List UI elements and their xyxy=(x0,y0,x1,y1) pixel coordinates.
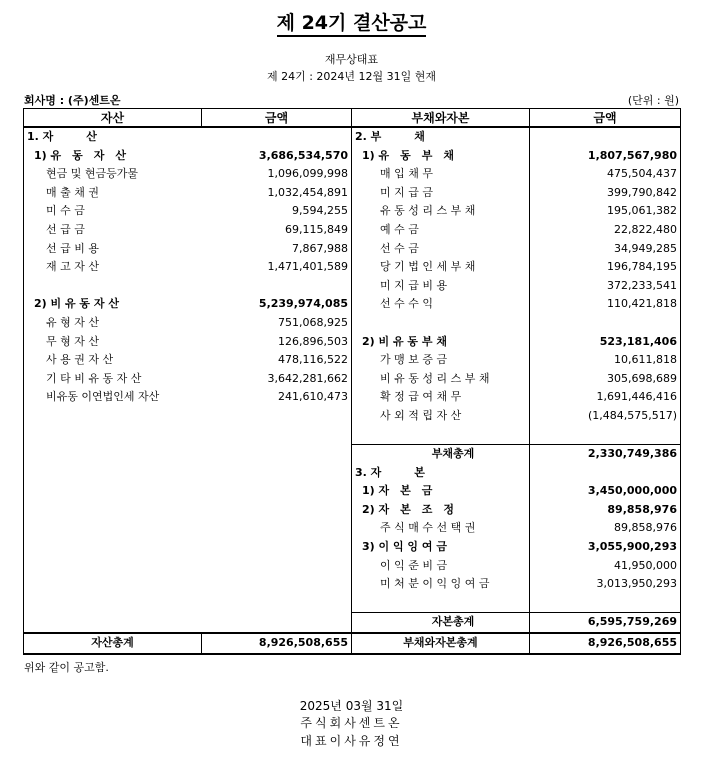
asset-item-label xyxy=(24,575,202,594)
table-row xyxy=(24,594,681,613)
table-row xyxy=(24,557,681,576)
table-row xyxy=(24,370,681,389)
footer-note: 위와 같이 공고함. xyxy=(24,661,109,674)
liability-equity-item-amount: 34,949,285 xyxy=(530,240,681,259)
asset-item-amount: 69,115,849 xyxy=(202,221,352,240)
liability-equity-item-label: 유 동 성 리 스 부 채 xyxy=(352,202,530,221)
liability-equity-item-amount: 1,691,446,416 xyxy=(530,388,681,407)
asset-item-amount xyxy=(202,575,352,594)
liabilities-equity-total-amount: 8,926,508,655 xyxy=(530,633,681,654)
period-line: 제 24기 : 2024년 12월 31일 현재 xyxy=(266,70,437,83)
liability-equity-item-amount xyxy=(530,464,681,483)
table-row xyxy=(24,501,681,520)
liability-equity-item-amount: 41,950,000 xyxy=(530,557,681,576)
liability-equity-item-amount: 2,330,749,386 xyxy=(530,445,681,464)
asset-item-label xyxy=(24,613,202,633)
liability-equity-item-amount: (1,484,575,517) xyxy=(530,407,681,426)
liability-equity-item-label xyxy=(352,314,530,333)
company-name: 회사명 : (주)센트온 xyxy=(24,94,121,107)
liability-equity-item-amount: 372,233,541 xyxy=(530,277,681,296)
liability-equity-item-label: 비 유 동 성 리 스 부 채 xyxy=(352,370,530,389)
assets-total-amount: 8,926,508,655 xyxy=(202,633,352,654)
table-row xyxy=(24,127,681,147)
header-amount-left: 금액 xyxy=(202,109,352,128)
asset-item-label xyxy=(24,519,202,538)
asset-item-amount xyxy=(202,445,352,464)
liability-equity-item-label: 가 맹 보 증 금 xyxy=(352,351,530,370)
table-row xyxy=(24,426,681,445)
asset-item-label: 기 타 비 유 동 자 산 xyxy=(24,370,202,389)
liability-equity-item-label: 선 수 금 xyxy=(352,240,530,259)
table-row xyxy=(24,445,681,464)
asset-item-amount xyxy=(202,407,352,426)
liability-equity-item-amount: 196,784,195 xyxy=(530,258,681,277)
asset-item-label: 비유동 이연법인세 자산 xyxy=(24,388,202,407)
asset-item-label: 유 형 자 산 xyxy=(24,314,202,333)
asset-item-amount: 9,594,255 xyxy=(202,202,352,221)
asset-item-label: 미 수 금 xyxy=(24,202,202,221)
liability-equity-item-label: 미 지 급 비 용 xyxy=(352,277,530,296)
asset-item-label xyxy=(24,445,202,464)
liability-equity-item-label: 1) 유 동 부 채 xyxy=(352,147,530,166)
asset-item-label xyxy=(24,482,202,501)
header-amount-right: 금액 xyxy=(530,109,681,128)
liability-equity-item-label: 미 처 분 이 익 잉 여 금 xyxy=(352,575,530,594)
liability-equity-item-amount xyxy=(530,314,681,333)
statement-subtitle: 재무상태표 xyxy=(324,53,379,66)
liability-equity-item-label: 2. 부 채 xyxy=(352,127,530,147)
unit-label: (단위 : 원) xyxy=(627,94,679,107)
asset-item-label: 사 용 권 자 산 xyxy=(24,351,202,370)
asset-item-amount: 478,116,522 xyxy=(202,351,352,370)
liability-equity-item-amount: 3,450,000,000 xyxy=(530,482,681,501)
asset-item-amount: 1,096,099,998 xyxy=(202,165,352,184)
liability-equity-item-amount: 195,061,382 xyxy=(530,202,681,221)
asset-item-label xyxy=(24,501,202,520)
asset-item-label xyxy=(24,538,202,557)
header-assets: 자산 xyxy=(24,109,202,128)
asset-item-label: 2) 비 유 동 자 산 xyxy=(24,295,202,314)
table-row xyxy=(24,314,681,333)
asset-item-amount: 126,896,503 xyxy=(202,333,352,352)
liability-equity-item-label: 사 외 적 립 자 산 xyxy=(352,407,530,426)
liability-equity-item-label: 당 기 법 인 세 부 채 xyxy=(352,258,530,277)
asset-item-amount xyxy=(202,557,352,576)
liability-equity-item-amount xyxy=(530,127,681,147)
liability-equity-item-amount xyxy=(530,594,681,613)
liability-equity-item-amount: 3,013,950,293 xyxy=(530,575,681,594)
table-row xyxy=(24,221,681,240)
balance-sheet-table xyxy=(23,108,681,655)
liability-equity-item-label: 선 수 수 익 xyxy=(352,295,530,314)
signature-date: 2025년 03월 31일 xyxy=(299,699,404,713)
signature-ceo: 대표이사유정연 xyxy=(300,734,403,748)
liability-equity-item-label: 주 식 매 수 선 택 권 xyxy=(352,519,530,538)
asset-item-label xyxy=(24,426,202,445)
asset-item-amount: 3,642,281,662 xyxy=(202,370,352,389)
asset-item-amount xyxy=(202,277,352,296)
table-row xyxy=(24,147,681,166)
liability-equity-item-amount: 89,858,976 xyxy=(530,501,681,520)
liability-equity-item-label xyxy=(352,426,530,445)
asset-item-label: 매 출 채 권 xyxy=(24,184,202,203)
liability-equity-item-amount: 110,421,818 xyxy=(530,295,681,314)
table-row xyxy=(24,295,681,314)
liability-equity-item-label: 미 지 급 금 xyxy=(352,184,530,203)
table-row xyxy=(24,388,681,407)
asset-item-label: 1) 유 동 자 산 xyxy=(24,147,202,166)
liability-equity-item-label: 이 익 준 비 금 xyxy=(352,557,530,576)
table-row xyxy=(24,277,681,296)
asset-item-label xyxy=(24,277,202,296)
table-row xyxy=(24,464,681,483)
asset-item-amount xyxy=(202,426,352,445)
liability-equity-item-amount: 10,611,818 xyxy=(530,351,681,370)
liability-equity-item-amount: 6,595,759,269 xyxy=(530,613,681,633)
asset-item-amount xyxy=(202,127,352,147)
asset-item-amount xyxy=(202,613,352,633)
document-title: 제 24기 결산공고 xyxy=(0,8,703,35)
asset-item-label xyxy=(24,407,202,426)
asset-item-amount xyxy=(202,594,352,613)
table-row xyxy=(24,258,681,277)
assets-total-label: 자산총계 xyxy=(24,633,202,654)
asset-item-amount xyxy=(202,482,352,501)
asset-item-label: 현금 및 현금등가물 xyxy=(24,165,202,184)
liability-equity-item-label: 자본총계 xyxy=(352,613,530,633)
liability-equity-item-label: 1) 자 본 금 xyxy=(352,482,530,501)
liability-equity-item-amount: 1,807,567,980 xyxy=(530,147,681,166)
table-row xyxy=(24,519,681,538)
liability-equity-item-amount: 305,698,689 xyxy=(530,370,681,389)
grand-total-row xyxy=(24,633,681,654)
liability-equity-item-label: 매 입 채 무 xyxy=(352,165,530,184)
asset-item-amount: 1,471,401,589 xyxy=(202,258,352,277)
asset-item-label: 재 고 자 산 xyxy=(24,258,202,277)
table-row xyxy=(24,165,681,184)
table-row xyxy=(24,538,681,557)
asset-item-amount: 1,032,454,891 xyxy=(202,184,352,203)
asset-item-label xyxy=(24,557,202,576)
table-row xyxy=(24,333,681,352)
liability-equity-item-label: 부채총계 xyxy=(352,445,530,464)
liability-equity-item-amount: 475,504,437 xyxy=(530,165,681,184)
asset-item-amount xyxy=(202,538,352,557)
asset-item-amount: 241,610,473 xyxy=(202,388,352,407)
liability-equity-item-label: 예 수 금 xyxy=(352,221,530,240)
table-row xyxy=(24,482,681,501)
liability-equity-item-amount: 523,181,406 xyxy=(530,333,681,352)
liabilities-equity-total-label: 부채와자본총계 xyxy=(352,633,530,654)
table-row xyxy=(24,240,681,259)
asset-item-label xyxy=(24,594,202,613)
liability-equity-item-label: 3) 이 익 잉 여 금 xyxy=(352,538,530,557)
table-row xyxy=(24,407,681,426)
liability-equity-item-amount: 22,822,480 xyxy=(530,221,681,240)
asset-item-label: 1. 자 산 xyxy=(24,127,202,147)
asset-item-label: 선 급 비 용 xyxy=(24,240,202,259)
table-row xyxy=(24,202,681,221)
liability-equity-item-label: 3. 자 본 xyxy=(352,464,530,483)
asset-item-label: 무 형 자 산 xyxy=(24,333,202,352)
asset-item-amount: 5,239,974,085 xyxy=(202,295,352,314)
liability-equity-item-label xyxy=(352,594,530,613)
asset-item-amount: 3,686,534,570 xyxy=(202,147,352,166)
liability-equity-item-label: 2) 자 본 조 정 xyxy=(352,501,530,520)
table-body xyxy=(24,127,681,654)
signature-company: 주식회사센트온 xyxy=(300,716,403,730)
asset-item-amount xyxy=(202,464,352,483)
liability-equity-item-label: 확 정 급 여 채 무 xyxy=(352,388,530,407)
table-row xyxy=(24,351,681,370)
liability-equity-item-amount: 399,790,842 xyxy=(530,184,681,203)
asset-item-amount: 751,068,925 xyxy=(202,314,352,333)
asset-item-amount xyxy=(202,519,352,538)
table-row xyxy=(24,613,681,633)
header-liabilities-equity: 부채와자본 xyxy=(352,109,530,128)
asset-item-label: 선 급 금 xyxy=(24,221,202,240)
liability-equity-item-amount: 3,055,900,293 xyxy=(530,538,681,557)
liability-equity-item-amount xyxy=(530,426,681,445)
asset-item-amount: 7,867,988 xyxy=(202,240,352,259)
liability-equity-item-label: 2) 비 유 동 부 채 xyxy=(352,333,530,352)
table-row xyxy=(24,184,681,203)
asset-item-label xyxy=(24,464,202,483)
asset-item-amount xyxy=(202,501,352,520)
table-row xyxy=(24,575,681,594)
liability-equity-item-amount: 89,858,976 xyxy=(530,519,681,538)
